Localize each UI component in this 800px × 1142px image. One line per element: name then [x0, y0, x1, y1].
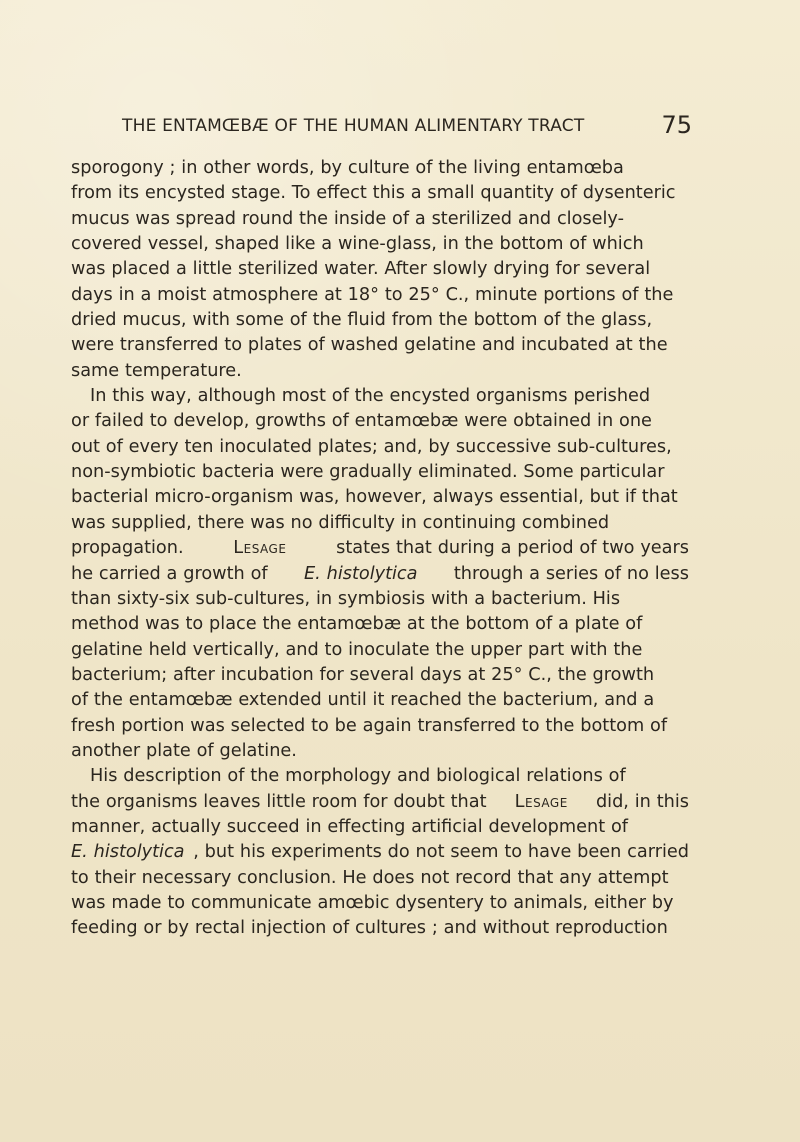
text-line: covered vessel, shaped like a wine-glass, in the bottom of which — [71, 234, 644, 255]
text-line: than sixty-six sub-cultures, in symbiosis with a bacterium. His — [71, 588, 621, 609]
text-line: he carried a growth of E. histolytica through a series of no less — [71, 563, 689, 584]
text-line: was made to communicate amœbic dysentery to animals, either by — [71, 892, 674, 913]
text-line: were transferred to plates of washed gelatine and incubated at the — [71, 335, 668, 356]
text-line: same temperature. — [71, 360, 242, 381]
text-line: bacterium; after incubation for several days at 25° C., the growth — [71, 664, 655, 685]
text-line: fresh portion was selected to be again transferred to the bottom of — [71, 715, 668, 736]
text-line: sporogony ; in other words, by culture of the living entamœba — [71, 158, 624, 178]
text-line: dried mucus, with some of the fluid from the bottom of the glass, — [71, 310, 653, 331]
running-head: THE ENTAMŒBÆ OF THE HUMAN ALIMENTARY TRACT — [122, 116, 585, 136]
page-number: 75 — [661, 111, 692, 139]
text-line: gelatine held vertically, and to inoculate the upper part with the — [71, 639, 643, 660]
text-line: mucus was spread round the inside of a sterilized and closely- — [71, 208, 624, 229]
text-line: out of every ten inoculated plates; and, by successive sub-cultures, — [71, 436, 672, 457]
text-line: the organisms leaves little room for doubt that Lesage did, in this — [71, 791, 689, 812]
text-line: His description of the morphology and biological relations of — [90, 766, 626, 787]
text-line: was placed a little sterilized water. After slowly drying for several — [71, 259, 651, 280]
text-line: from its encysted stage. To effect this a small quantity of dysenteric — [71, 183, 676, 204]
text-line: feeding or by rectal injection of cultures ; and without reproduction — [71, 918, 668, 939]
paragraph — [71, 156, 689, 384]
text-line: days in a moist atmosphere at 18° to 25° C., minute portions of the — [71, 284, 674, 305]
text-line: method was to place the entamœbæ at the bottom of a plate of — [71, 614, 643, 635]
text-line: was supplied, there was no difficulty in continuing combined — [71, 512, 610, 533]
text-line: E. histolytica , but his experiments do not seem to have been carried — [71, 842, 689, 863]
text-line: bacterial micro-organism was, however, always essential, but if that — [71, 487, 678, 508]
text-line: In this way, although most of the encysted organisms perished — [90, 386, 651, 407]
text-line: of the entamœbæ extended until it reached the bacterium, and a — [71, 690, 655, 711]
paragraph — [71, 764, 689, 941]
page-header — [122, 108, 692, 140]
body-text — [71, 156, 689, 942]
text-line: another plate of gelatine. — [71, 740, 297, 761]
text-line: propagation. Lesage states that during a period of two years — [71, 538, 689, 559]
text-line: non-symbiotic bacteria were gradually eliminated. Some particular — [71, 462, 665, 483]
text-line: or failed to develop, growths of entamœbæ were obtained in one — [71, 411, 652, 432]
text-line: to their necessary conclusion. He does not record that any attempt — [71, 867, 669, 888]
paragraph — [71, 384, 689, 764]
text-line: manner, actually succeed in effecting artificial development of — [71, 816, 629, 837]
